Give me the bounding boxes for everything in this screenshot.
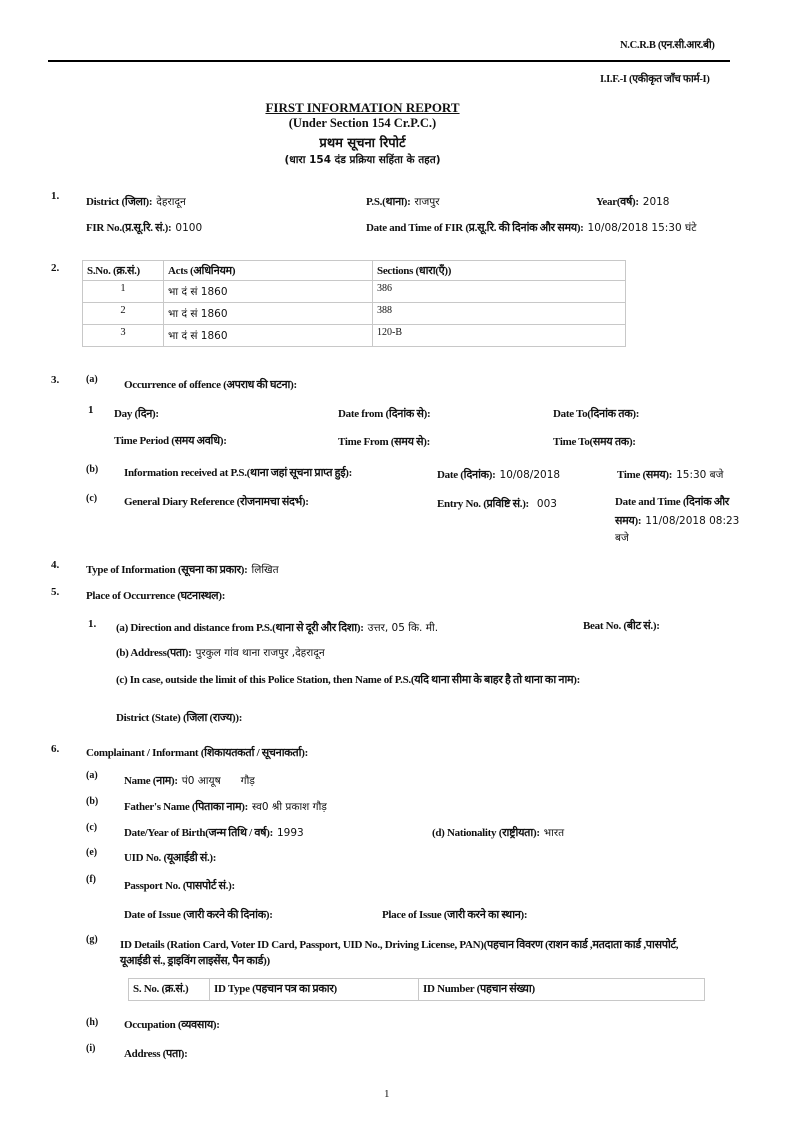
section-number: 3.	[51, 374, 60, 386]
section-number: 1.	[51, 190, 60, 202]
date-from-label: Date from (दिनांक से):	[338, 408, 431, 420]
issue-place-label: Place of Issue (जारी करने का स्थान):	[382, 909, 528, 921]
row-act: भा दं सं 1860	[164, 281, 373, 303]
sub-marker: (f)	[86, 874, 96, 885]
dob-label: Date/Year of Birth(जन्म तिथि / वर्ष):	[124, 827, 273, 839]
header-id-type: ID Type (पहचान पत्र का प्रकार)	[210, 979, 419, 1001]
section-number: 2.	[51, 262, 60, 274]
dob-value: 1993	[276, 827, 304, 839]
district-state-label: District (State) (जिला (राज्य)):	[116, 712, 243, 724]
district-label: District (जिला):	[86, 196, 153, 208]
direction-distance-value: उत्तर, 05 कि. मी.	[367, 622, 439, 634]
gd-datetime-value: 11/08/2018 08:23	[645, 515, 740, 527]
page-title-hindi: प्रथम सूचना रिपोर्ट	[319, 136, 406, 151]
complainant-label: Complainant / Informant (शिकायतकर्ता / सूचनाकर्ता):	[86, 747, 308, 759]
page-subtitle-hindi: (धारा 154 दंड प्रक्रिया सहिंता के तहत)	[284, 154, 441, 166]
page-subtitle: (Under Section 154 Cr.P.C.)	[288, 116, 437, 130]
gd-datetime-label-cont: समय):	[615, 515, 642, 527]
year-value: 2018	[642, 196, 670, 208]
passport-label: Passport No. (पासपोर्ट सं.):	[124, 880, 235, 892]
form-id: I.I.F.-I (एकीकृत जाँच फार्म-I)	[600, 74, 710, 85]
section-number: 4.	[51, 559, 60, 571]
table-header-row	[129, 979, 705, 1001]
name-label: Name (नाम):	[124, 775, 178, 787]
occurrence-label: Occurrence of offence (अपराध की घटना):	[124, 379, 297, 391]
direction-distance-field	[116, 618, 438, 636]
occupation-label: Occupation (व्यवसाय):	[124, 1019, 220, 1031]
general-diary-label: General Diary Reference (रोजनामचा संदर्भ):	[124, 496, 309, 508]
date-label: Date (दिनांक):	[437, 469, 496, 481]
header-id-number: ID Number (पहचान संख्या)	[419, 979, 705, 1001]
uid-label: UID No. (यूआईडी सं.):	[124, 852, 217, 864]
row-section: 386	[373, 281, 626, 303]
district-field	[86, 192, 186, 210]
sub-marker: (i)	[86, 1043, 96, 1054]
beat-no-label: Beat No. (बीट सं.):	[583, 620, 660, 632]
row-act: भा दं सं 1860	[164, 325, 373, 347]
table-row	[83, 325, 626, 347]
sub-marker: (c)	[86, 822, 98, 833]
fir-no-label: FIR No.(प्र.सू.रि. सं.):	[86, 222, 172, 234]
sub-marker: (e)	[86, 847, 98, 858]
acts-sections-table	[82, 260, 626, 347]
father-name-field	[124, 797, 327, 815]
ps-value: राजपुर	[414, 196, 440, 208]
row-act: भा दं सं 1860	[164, 303, 373, 325]
direction-distance-label: (a) Direction and distance from P.S.(थाना से दूरी और दिशा):	[116, 622, 364, 634]
sub-marker: (a)	[86, 374, 98, 385]
place-of-occurrence-label: Place of Occurrence (घटनास्थल):	[86, 590, 226, 602]
year-label: Year(वर्ष):	[596, 196, 639, 208]
info-received-date	[437, 465, 560, 483]
nationality-label: (d) Nationality (राष्ट्रीयता):	[432, 827, 540, 839]
info-received-label: Information received at P.S.(थाना जहां सूचना प्राप्त हुई):	[124, 467, 353, 479]
header-sno: S. No. (क्र.सं.)	[129, 979, 210, 1001]
gd-datetime-field	[615, 494, 739, 547]
table-header-row	[83, 261, 626, 281]
id-details-label: ID Details (Ration Card, Voter ID Card, Passport, UID No., Driving License, PAN)(पहचान विवरण (राशन कार्ड ,मतदाता कार्ड ,पासपोर्ट,	[120, 939, 679, 951]
dob-field	[124, 823, 304, 841]
type-of-information-field	[86, 560, 279, 578]
type-of-information-label: Type of Information (सूचना का प्रकार):	[86, 564, 248, 576]
sub-marker: (b)	[86, 796, 99, 807]
entry-no-value: 003	[536, 498, 557, 510]
issue-date-label: Date of Issue (जारी करने की दिनांक):	[124, 909, 273, 921]
gd-datetime-value-cont: बजे	[615, 532, 629, 544]
ps-field	[366, 192, 440, 210]
page-title: FIRST INFORMATION REPORT	[265, 100, 460, 115]
complainant-address-label: Address (पता):	[124, 1048, 188, 1060]
info-received-time	[617, 465, 723, 483]
table-row	[83, 303, 626, 325]
row-section: 388	[373, 303, 626, 325]
time-from-label: Time From (समय से):	[338, 436, 430, 448]
row-sno: 2	[83, 303, 164, 325]
header-acts: Acts (अधिनियम)	[164, 261, 373, 281]
sub-marker: (g)	[86, 934, 98, 945]
section-number: 6.	[51, 743, 60, 755]
item-number: 1	[88, 404, 94, 416]
time-to-label: Time To(समय तक):	[553, 436, 636, 448]
place-address-label: (b) Address(पता):	[116, 647, 192, 659]
day-label: Day (दिन):	[114, 408, 159, 420]
row-section: 120-B	[373, 325, 626, 347]
date-to-label: Date To(दिनांक तक):	[553, 408, 640, 420]
section-number: 5.	[51, 586, 60, 598]
time-value: 15:30 बजे	[676, 469, 724, 481]
father-name-value: स्व0 श्री प्रकाश गौड़	[251, 801, 327, 813]
type-of-information-value: लिखित	[251, 564, 279, 576]
sub-marker: (h)	[86, 1017, 99, 1028]
outside-ps-label: (c) In case, outside the limit of this Police Station, then Name of P.S.(यदि थाना सीमा के बाहर है तो थाना का नाम):	[116, 674, 581, 686]
id-details-label-cont: यूआईडी सं., ड्राइविंग लाइसेंस, पैन कार्ड))	[120, 955, 270, 967]
place-address-value: पुरकुल गांव थाना राजपुर ,देहरादून	[195, 647, 325, 659]
ncrb-label: N.C.R.B (एन.सी.आर.बी)	[620, 40, 715, 51]
header-sections: Sections (धारा(एँ))	[373, 261, 626, 281]
sub-marker: (a)	[86, 770, 98, 781]
row-sno: 3	[83, 325, 164, 347]
date-value: 10/08/2018	[499, 469, 561, 481]
entry-no-field	[437, 494, 557, 512]
header-divider	[48, 60, 730, 62]
year-field	[596, 192, 670, 210]
item-number: 1.	[88, 618, 97, 630]
time-label: Time (समय):	[617, 469, 673, 481]
gd-datetime-label: Date and Time (दिनांक और	[615, 496, 729, 508]
sub-marker: (c)	[86, 493, 98, 504]
sub-marker: (b)	[86, 464, 99, 475]
district-value: देहरादून	[156, 196, 186, 208]
id-details-table	[128, 978, 705, 1001]
nationality-value: भारत	[543, 827, 565, 839]
name-value: पं0 आयूष गौड़	[181, 775, 255, 787]
fir-datetime-label: Date and Time of FIR (प्र.सू.रि. की दिनांक और समय):	[366, 222, 584, 234]
nationality-field	[432, 823, 564, 841]
entry-no-label: Entry No. (प्रविष्टि सं.):	[437, 498, 529, 510]
fir-no-value: 0100	[175, 222, 203, 234]
table-row	[83, 281, 626, 303]
row-sno: 1	[83, 281, 164, 303]
ps-label: P.S.(थाना):	[366, 196, 411, 208]
header-sno: S.No. (क्र.सं.)	[83, 261, 164, 281]
fir-datetime-value: 10/08/2018 15:30 घंटे	[587, 222, 697, 234]
fir-no-field	[86, 218, 202, 236]
father-name-label: Father's Name (पिताका नाम):	[124, 801, 248, 813]
time-period-label: Time Period (समय अवधि):	[114, 435, 227, 447]
fir-datetime-field	[366, 218, 697, 236]
page-number: 1	[384, 1088, 390, 1100]
name-field	[124, 771, 255, 789]
place-address-field	[116, 643, 325, 661]
